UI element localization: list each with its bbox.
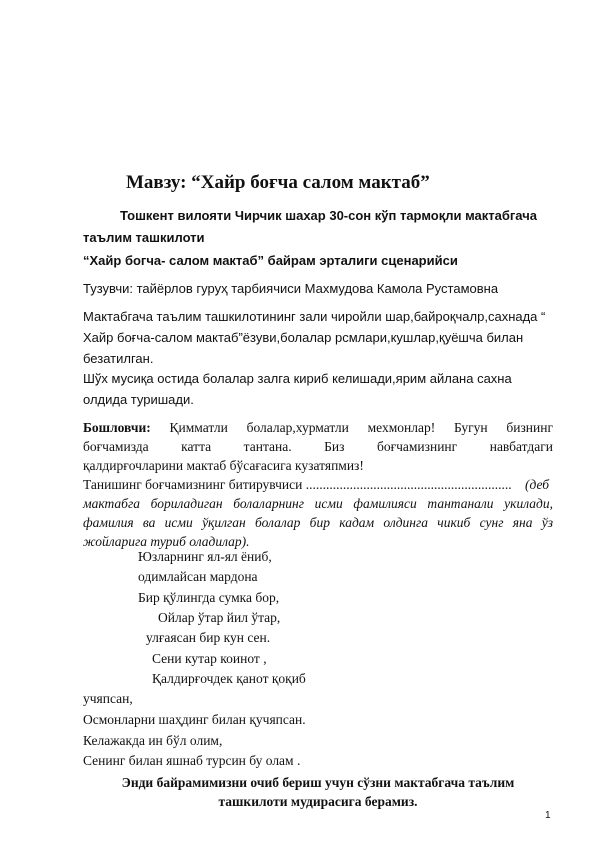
stage-direction-line: фамилия ва исми ўқилган болалар бир кадам олдинга чикиб сунг яна ўз: [83, 515, 553, 530]
poem-line: Сенинг билан яшнаб турсин бу олам .: [83, 753, 301, 768]
intro-line: Шўх мусиқа остида болалар залга кириб келишади,ярим айлана сахна: [83, 371, 512, 386]
graduates-line: [83, 475, 553, 494]
host-label: Бошловчи:: [83, 420, 151, 435]
intro-line: олдида туришади.: [83, 392, 194, 407]
closing-line: Энди байрамимизни очиб бериш учун сўзни мактабгача таълим: [121, 775, 515, 790]
closing-line: ташкилоти мудирасига берамиз.: [218, 794, 418, 809]
script-subtitle: “Хайр богча- салом мактаб” байрам эрталиги сценарийси: [83, 253, 458, 268]
intro-line: безатилган.: [83, 351, 154, 366]
stage-direction-start: (деб: [525, 477, 550, 492]
poem-line: Ойлар ўтар йил ўтар,: [158, 610, 281, 625]
page-number: 1: [545, 810, 551, 821]
poem-line: учяпсан,: [83, 691, 133, 706]
host-speech-line: қалдирғочларини мактаб бўсағасига кузатяпмиз!: [83, 458, 364, 473]
poem-line: одимлайсан мардона: [138, 569, 258, 584]
stage-direction-line: жойларига туриб оладилар).: [83, 534, 250, 549]
poem-line: Бир қўлингда сумка бор,: [138, 590, 280, 605]
poem-line: Келажакда ин бўл олим,: [83, 733, 223, 748]
host-speech-text: Қимматли болалар,хурматли мехмонлар! Бугун бизнинг: [150, 420, 553, 435]
poem-line: Сени кутар коинот ,: [152, 651, 267, 666]
poem-line: Осмонларни шаҳдинг билан қучяпсан.: [83, 712, 306, 727]
organization-line-1: Тошкент вилояти Чирчик шахар 30-сон кўп тармоқли мактабгача: [120, 208, 537, 223]
graduates-text: Танишинг боғчамизнинг битирувчиси .............................................................: [83, 477, 512, 492]
page-title: Мавзу: “Хайр боғча салом мактаб”: [126, 172, 430, 193]
host-speech-line: [83, 418, 553, 437]
organization-line-2: таълим ташкилоти: [83, 230, 205, 245]
author-line: Тузувчи: тайёрлов гуруҳ тарбиячиси Махмудова Камола Рустамовна: [83, 281, 499, 296]
intro-line: Хайр боғча-салом мактаб”ёзуви,болалар рсмлари,кушлар,қуёшча билан: [83, 330, 524, 345]
host-speech-line: боғчамизда катта тантана. Биз боғчамизнинг навбатдаги: [83, 439, 553, 454]
poem-line: Юзларнинг ял-ял ёниб,: [138, 549, 272, 564]
stage-direction-line: мактабга бориладиган болаларнинг исми фамилияси тантанали укилади,: [83, 496, 553, 511]
poem-line: Қалдирғочдек қанот қоқиб: [152, 671, 306, 686]
intro-line: Мактабгача таълим ташкилотининг зали чиройли шар,байроқчалр,сахнада “: [83, 309, 546, 324]
poem-line: улғаясан бир кун сен.: [146, 630, 271, 645]
